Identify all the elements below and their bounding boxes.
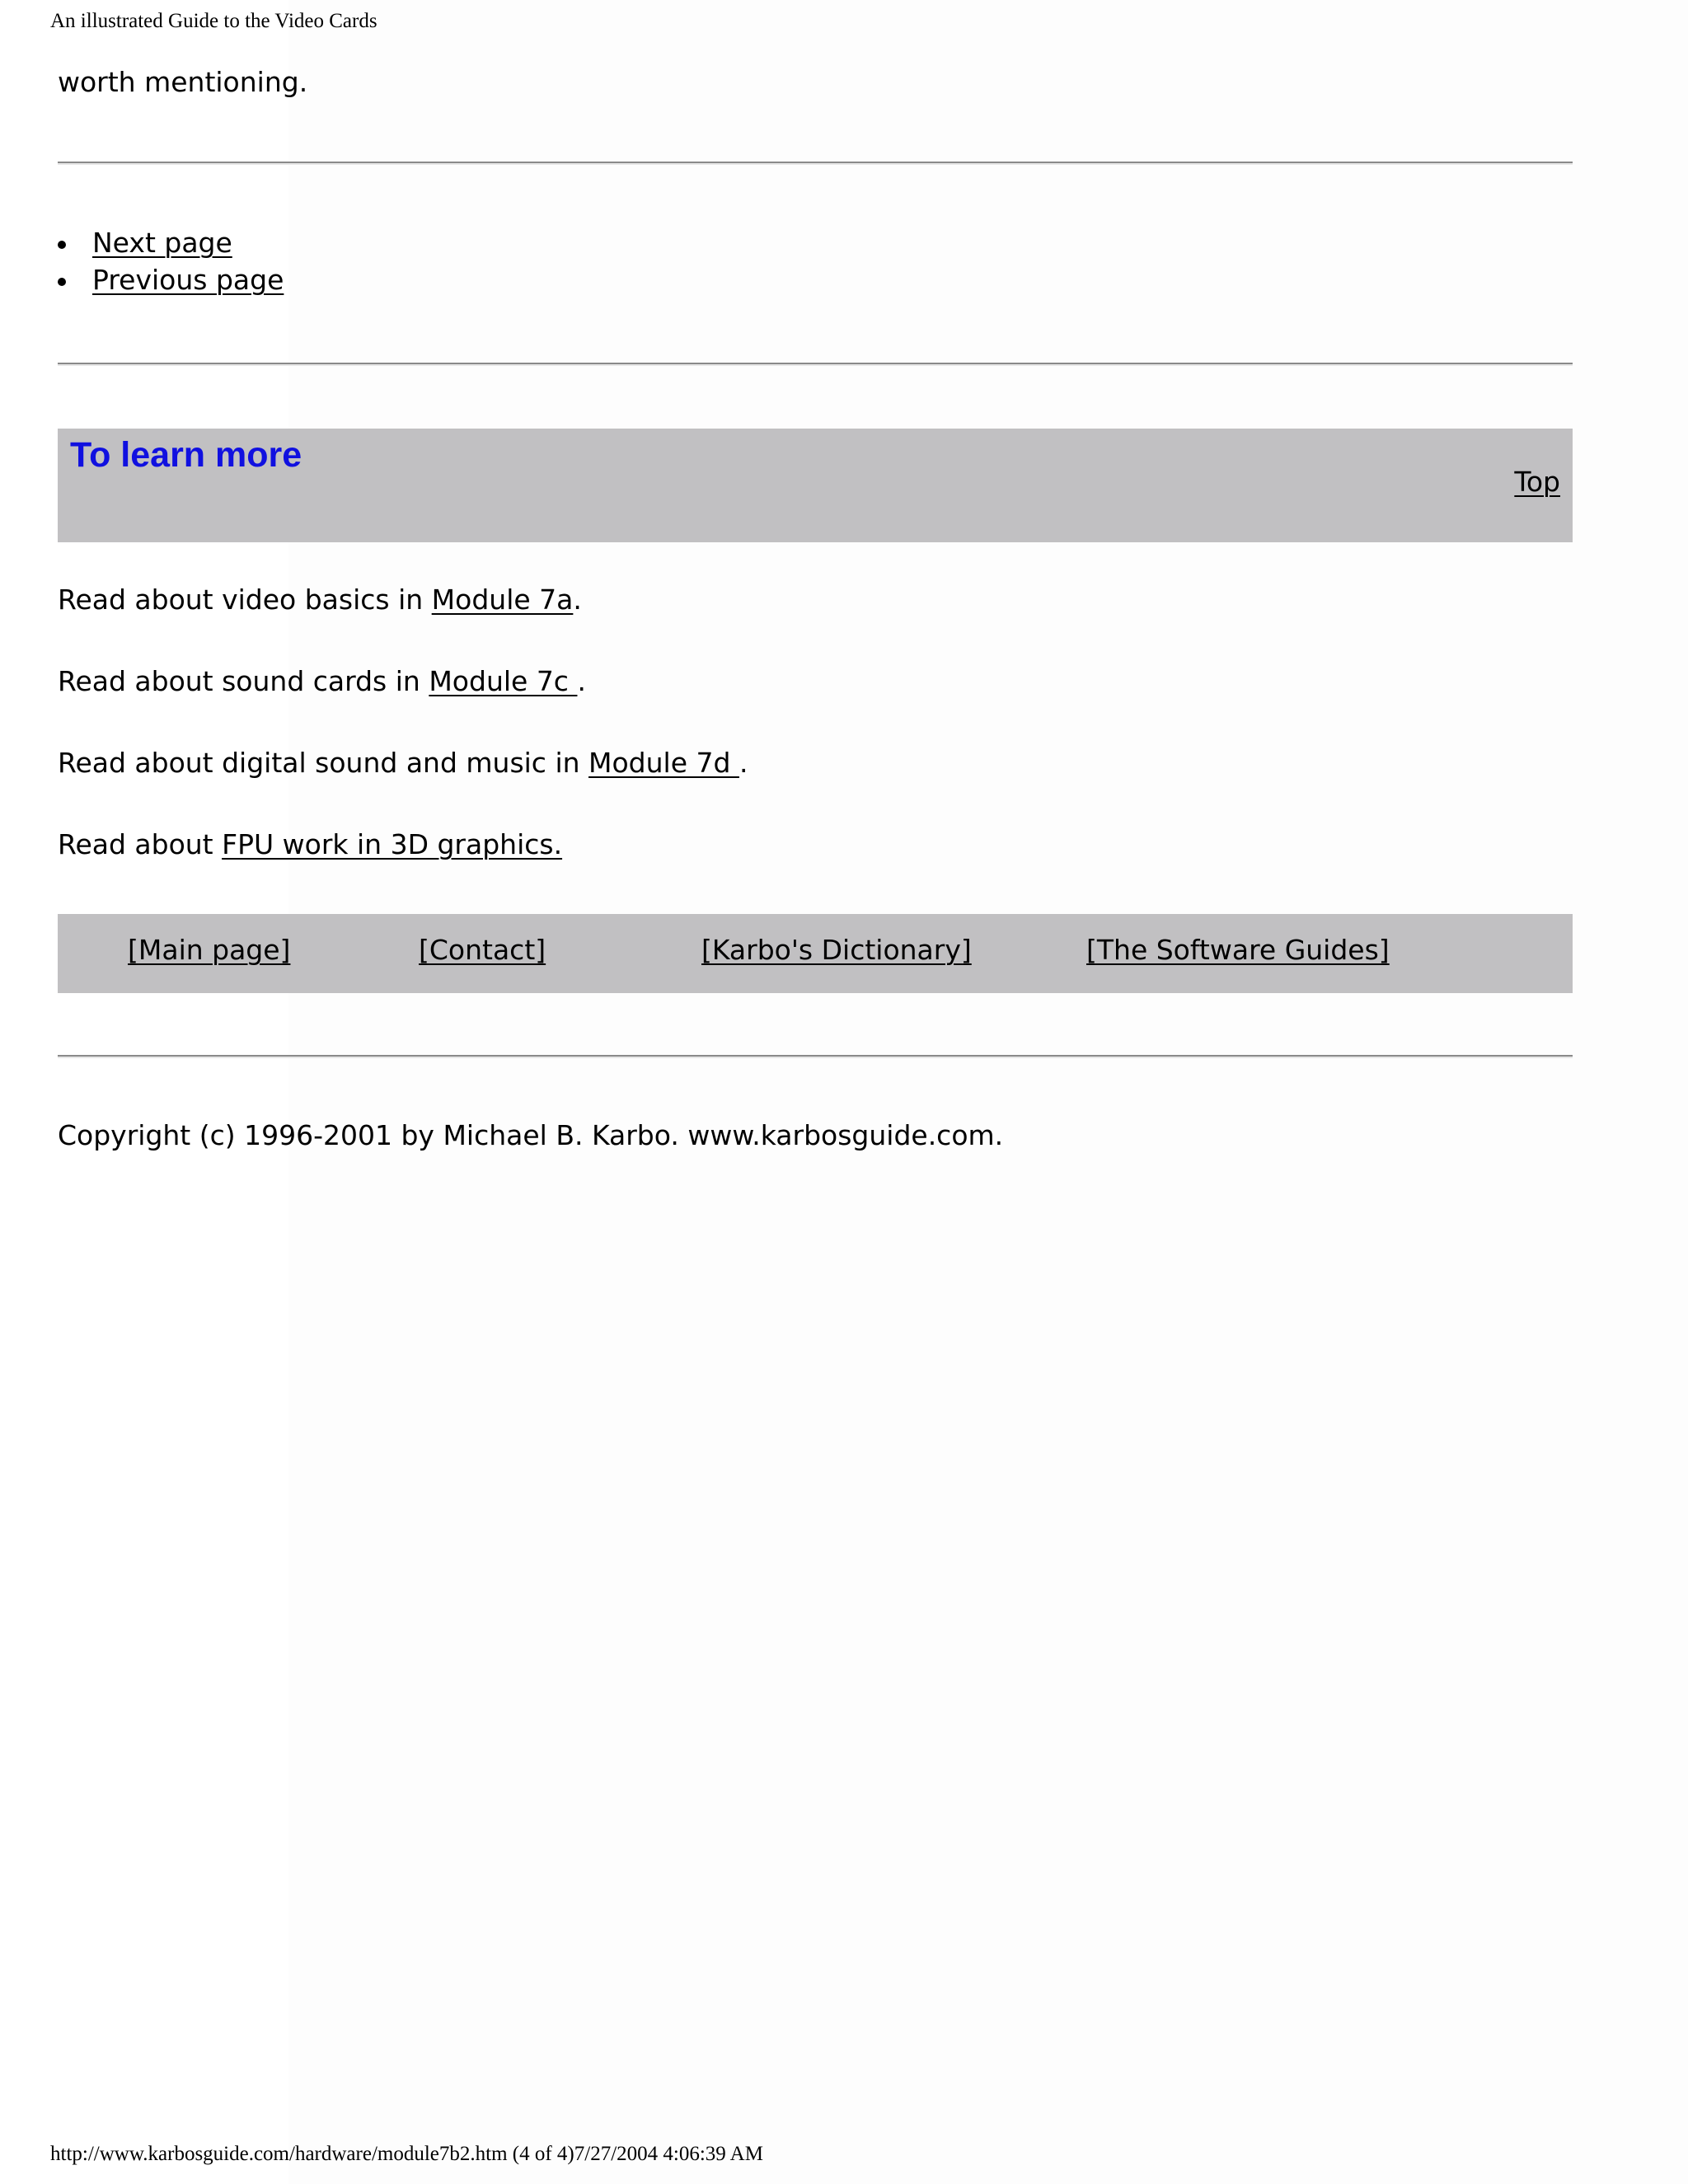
page-nav-list bbox=[58, 224, 284, 298]
read-more-suffix: . bbox=[573, 583, 582, 616]
fpu-3d-graphics-link[interactable]: FPU work in 3D graphics. bbox=[222, 828, 563, 860]
read-more-line bbox=[58, 583, 582, 616]
learn-more-header bbox=[58, 429, 1573, 542]
read-more-line bbox=[58, 665, 586, 698]
bullet-icon bbox=[58, 241, 66, 249]
next-page-link[interactable]: Next page bbox=[92, 227, 232, 259]
read-more-line bbox=[58, 747, 748, 780]
print-header: An illustrated Guide to the Video Cards bbox=[50, 10, 377, 32]
divider-bottom bbox=[58, 1055, 1573, 1058]
module-7c-link[interactable]: Module 7c bbox=[429, 665, 578, 697]
copyright-text: Copyright (c) 1996-2001 by Michael B. Karbo. www.karbosguide.com. bbox=[58, 1119, 1004, 1151]
software-guides-link[interactable]: [The Software Guides] bbox=[1086, 934, 1390, 966]
read-more-line bbox=[58, 828, 562, 861]
read-more-text: Read about bbox=[58, 828, 223, 860]
footer-nav-bar bbox=[58, 914, 1573, 993]
section-title: To learn more bbox=[70, 435, 302, 475]
read-more-suffix: . bbox=[577, 665, 586, 697]
main-page-link[interactable]: [Main page] bbox=[128, 934, 291, 966]
list-item-previous bbox=[58, 261, 284, 298]
read-more-suffix: . bbox=[738, 747, 748, 779]
read-more-text: Read about digital sound and music in bbox=[58, 747, 589, 779]
divider-middle bbox=[58, 363, 1573, 366]
print-footer-url: http://www.karbosguide.com/hardware/module7b2.htm (4 of 4)7/27/2004 4:06:39 AM bbox=[50, 2143, 763, 2165]
page-background-band bbox=[0, 0, 291, 2184]
list-item-next bbox=[58, 224, 284, 261]
module-7d-link[interactable]: Module 7d bbox=[588, 747, 739, 779]
dictionary-link[interactable]: [Karbo's Dictionary] bbox=[701, 934, 972, 966]
bullet-icon bbox=[58, 278, 66, 286]
read-more-text: Read about sound cards in bbox=[58, 665, 429, 697]
top-link[interactable]: Top bbox=[1514, 466, 1560, 498]
contact-link[interactable]: [Contact] bbox=[419, 934, 546, 966]
intro-text: worth mentioning. bbox=[58, 66, 308, 98]
module-7a-link[interactable]: Module 7a bbox=[431, 583, 574, 616]
previous-page-link[interactable]: Previous page bbox=[92, 264, 284, 296]
read-more-text: Read about video basics in bbox=[58, 583, 432, 616]
divider-top bbox=[58, 162, 1573, 165]
